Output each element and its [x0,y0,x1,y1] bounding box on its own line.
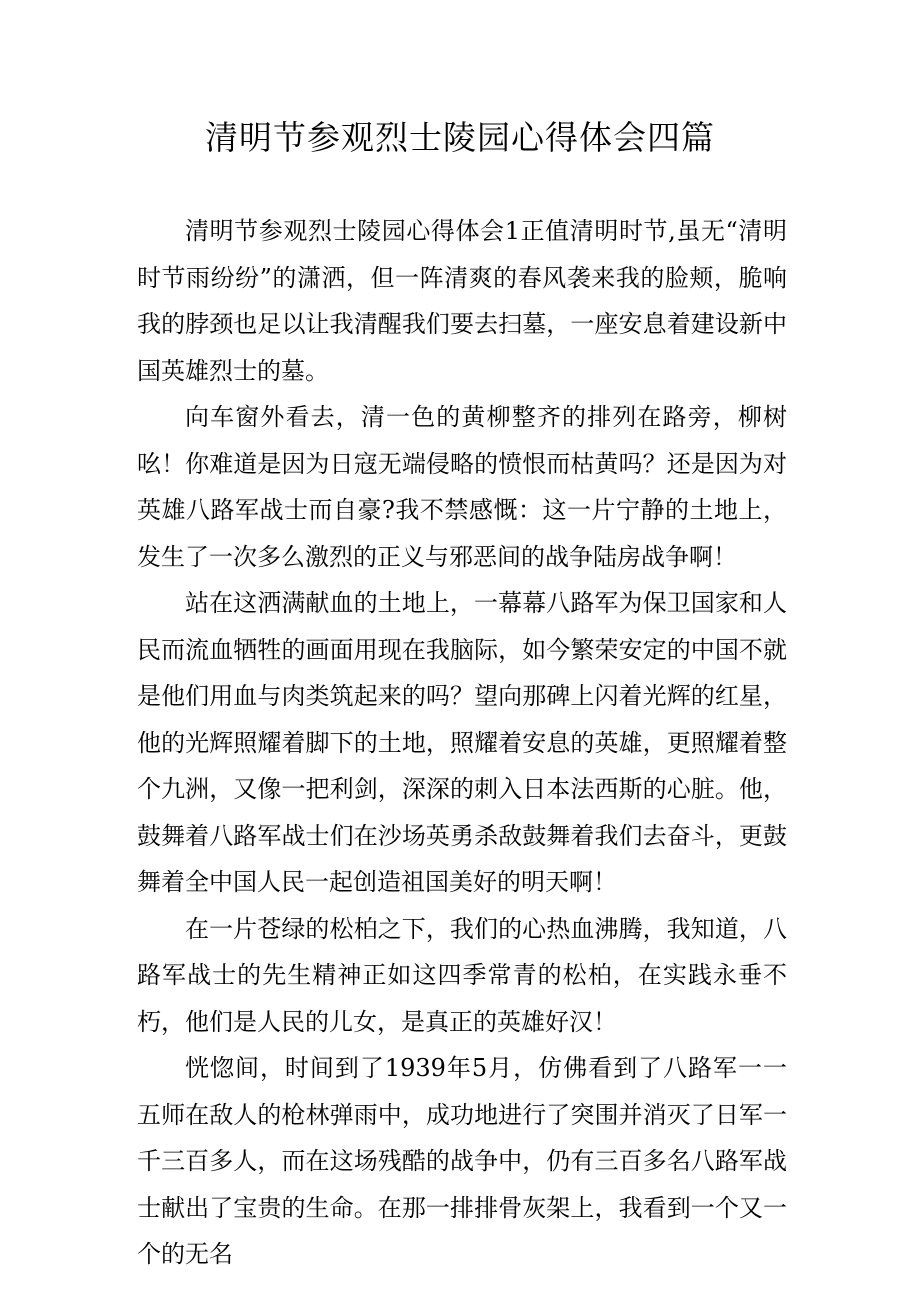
paragraph: 清明节参观烈士陵园心得体会1正值清明时节,虽无“清明时节雨纷纷”的潇洒，但一阵清爽的春风袭来我的脸颊，脆响我的脖颈也足以让我清醒我们要去扫墓，一座安息着建设新中国英雄烈士的墓。 [137,217,787,385]
document-title: 清明节参观烈士陵园心得体会四篇 [205,118,715,157]
document-body [137,208,787,1278]
paragraph: 恍惚间，时间到了1939年5月，仿佛看到了八路军一一五师在敌人的枪林弹雨中，成功地进行了突围并消灭了日军一千三百多人，而在这场残酷的战争中，仍有三百多名八路军战士献出了宝贵的生命。在那一排排骨灰架上，我看到一个又一个的无名 [137,1054,787,1268]
paragraph: 站在这洒满献血的土地上，一幕幕八路军为保卫国家和人民而流血牺牲的画面用现在我脑际，如今繁荣安定的中国不就是他们用血与肉类筑起来的吗？望向那碑上闪着光辉的红星，他的光辉照耀着脚下的土地，照耀着安息的英雄，更照耀着整个九洲，又像一把利剑，深深的刺入日本法西斯的心脏。他，鼓舞着八路军战士们在沙场英勇杀敌鼓舞着我们去奋斗，更鼓舞着全中国人民一起创造祖国美好的明天啊！ [137,589,787,896]
paragraph: 在一片苍绿的松柏之下，我们的心热血沸腾，我知道，八路军战士的先生精神正如这四季常青的松柏，在实践永垂不朽，他们是人民的儿女，是真正的英雄好汉！ [137,914,787,1036]
paragraph: 向车窗外看去，清一色的黄柳整齐的排列在路旁，柳树吆！你难道是因为日寇无端侵略的愤恨而枯黄吗？还是因为对英雄八路军战士而自豪?我不禁感慨：这一片宁静的土地上，发生了一次多么激烈的正义与邪恶间的战争陆房战争啊！ [137,403,787,571]
